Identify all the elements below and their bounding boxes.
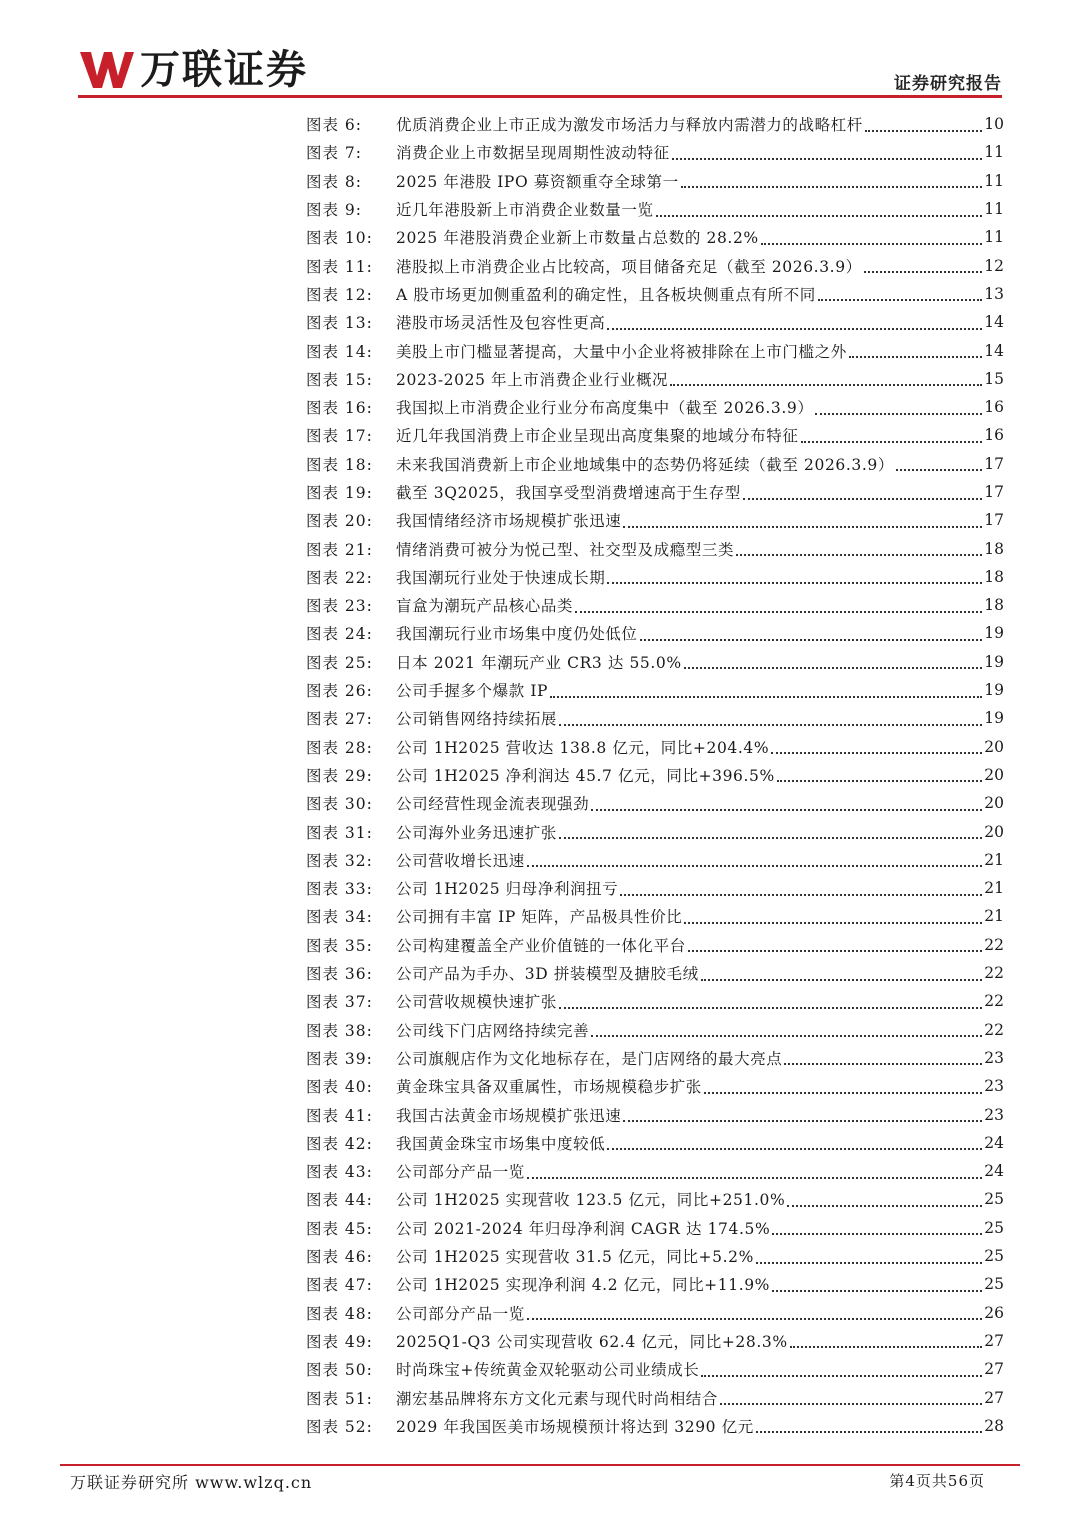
- toc-figure-title: 港股拟上市消费企业占比较高，项目储备充足（截至 2026.3.9）: [396, 257, 862, 276]
- toc-leader-dots: [684, 666, 983, 669]
- toc-figure-title: 公司拥有丰富 IP 矩阵，产品极具性价比: [396, 908, 683, 927]
- toc-figure-label: 图表 37:: [306, 993, 373, 1012]
- toc-figure-label: 图表 15:: [306, 370, 373, 389]
- toc-entry[interactable]: [306, 1100, 1004, 1128]
- toc-page-number: 20: [984, 822, 1004, 841]
- toc-leader-dots: [815, 412, 982, 415]
- toc-entry[interactable]: [306, 1242, 1004, 1270]
- header-divider: [78, 95, 1002, 98]
- toc-figure-label: 图表 32:: [306, 851, 373, 870]
- logo-text: 万联证券: [140, 47, 308, 93]
- toc-figure-label: 图表 33:: [306, 880, 373, 899]
- toc-figure-label: 图表 30:: [306, 795, 373, 814]
- toc-entry[interactable]: [306, 959, 1004, 987]
- toc-figure-label: 图表 48:: [306, 1304, 373, 1323]
- toc-entry[interactable]: [306, 931, 1004, 959]
- toc-figure-title: 我国黄金珠宝市场集中度较低: [396, 1134, 606, 1153]
- toc-figure-title: 公司 2021-2024 年归母净利润 CAGR 达 174.5%: [396, 1219, 771, 1238]
- toc-figure-label: 图表 45:: [306, 1219, 373, 1238]
- toc-page-number: 10: [984, 115, 1004, 134]
- toc-figure-title: 公司营收规模快速扩张: [396, 993, 558, 1012]
- toc-figure-label: 图表 44:: [306, 1191, 373, 1210]
- footer-source: 万联证券研究所 www.wlzq.cn: [70, 1473, 313, 1492]
- toc-figure-label: 图表 40:: [306, 1078, 373, 1097]
- toc-leader-dots: [672, 157, 983, 160]
- toc-entry[interactable]: [306, 591, 1004, 619]
- toc-figure-title: 未来我国消费新上市企业地域集中的态势仍将延续（截至 2026.3.9）: [396, 455, 894, 474]
- toc-figure-title: 公司线下门店网络持续完善: [396, 1021, 590, 1040]
- toc-page-number: 17: [984, 454, 1004, 473]
- toc-page-number: 18: [984, 596, 1004, 615]
- toc-page-number: 22: [984, 1020, 1004, 1039]
- toc-leader-dots: [656, 214, 983, 217]
- toc-figure-title: 我国潮玩行业市场集中度仍处低位: [396, 625, 638, 644]
- toc-entry[interactable]: [306, 365, 1004, 393]
- toc-entry[interactable]: [306, 1412, 1004, 1440]
- toc-page-number: 19: [984, 652, 1004, 671]
- toc-page-number: 11: [984, 171, 1004, 190]
- toc-entry[interactable]: [306, 846, 1004, 874]
- toc-leader-dots: [865, 129, 982, 132]
- toc-leader-dots: [607, 327, 982, 330]
- toc-page-number: 21: [984, 879, 1004, 898]
- toc-figure-title: 近几年港股新上市消费企业数量一览: [396, 201, 654, 220]
- toc-figure-label: 图表 10:: [306, 229, 373, 248]
- toc-leader-dots: [896, 468, 982, 471]
- toc-page-number: 25: [984, 1275, 1004, 1294]
- toc-figure-title: 美股上市门槛显著提高，大量中小企业将被排除在上市门槛之外: [396, 342, 847, 361]
- page-header: [78, 40, 1002, 96]
- toc-leader-dots: [575, 610, 982, 613]
- toc-leader-dots: [801, 440, 983, 443]
- toc-page-number: 18: [984, 567, 1004, 586]
- toc-figure-label: 图表 16:: [306, 399, 373, 418]
- toc-figure-title: 2023-2025 年上市消费企业行业概况: [396, 370, 669, 389]
- toc-figure-label: 图表 28:: [306, 738, 373, 757]
- toc-leader-dots: [623, 1119, 982, 1122]
- toc-figure-label: 图表 7:: [306, 144, 363, 163]
- toc-entry[interactable]: [306, 789, 1004, 817]
- report-type-label: 证券研究报告: [894, 74, 1002, 94]
- toc-figure-label: 图表 27:: [306, 710, 373, 729]
- toc-leader-dots: [559, 1006, 982, 1009]
- toc-figure-title: 公司 1H2025 营收达 138.8 亿元，同比+204.4%: [396, 738, 770, 757]
- toc-leader-dots: [591, 808, 982, 811]
- toc-page-number: 11: [984, 143, 1004, 162]
- toc-leader-dots: [620, 893, 982, 896]
- toc-entry[interactable]: [306, 1157, 1004, 1185]
- toc-figure-title: 公司销售网络持续拓展: [396, 710, 558, 729]
- toc-leader-dots: [527, 1317, 982, 1320]
- toc-entry[interactable]: [306, 704, 1004, 732]
- toc-figure-title: 公司构建覆盖全产业价值链的一体化平台: [396, 936, 686, 955]
- toc-entry[interactable]: [306, 393, 1004, 421]
- toc-figure-title: 消费企业上市数据呈现周期性波动特征: [396, 144, 670, 163]
- toc-figure-title: 公司旗舰店作为文化地标存在，是门店网络的最大亮点: [396, 1049, 783, 1068]
- toc-figure-title: 盲盒为潮玩产品核心品类: [396, 597, 574, 616]
- toc-page-number: 11: [984, 228, 1004, 247]
- toc-figure-title: 公司经营性现金流表现强劲: [396, 795, 590, 814]
- toc-figure-label: 图表 23:: [306, 597, 373, 616]
- toc-leader-dots: [559, 723, 982, 726]
- toc-page-number: 22: [984, 992, 1004, 1011]
- toc-figure-title: 潮宏基品牌将东方文化元素与现代时尚相结合: [396, 1389, 719, 1408]
- toc-entry[interactable]: [306, 733, 1004, 761]
- toc-figure-label: 图表 8:: [306, 172, 363, 191]
- toc-entry[interactable]: [306, 251, 1004, 279]
- toc-entry[interactable]: [306, 1298, 1004, 1326]
- toc-entry[interactable]: [306, 1044, 1004, 1072]
- toc-page-number: 16: [984, 426, 1004, 445]
- toc-figure-label: 图表 36:: [306, 965, 373, 984]
- toc-leader-dots: [736, 553, 982, 556]
- toc-leader-dots: [550, 695, 982, 698]
- toc-figure-label: 图表 13:: [306, 314, 373, 333]
- toc-figure-label: 图表 31:: [306, 823, 373, 842]
- toc-entry[interactable]: [306, 676, 1004, 704]
- toc-figure-label: 图表 14:: [306, 342, 373, 361]
- toc-leader-dots: [756, 1430, 982, 1433]
- toc-figure-title: 公司营收增长迅速: [396, 851, 525, 870]
- toc-figure-label: 图表 41:: [306, 1106, 373, 1125]
- toc-figure-title: 2025 年港股 IPO 募资额重夺全球第一: [396, 172, 679, 191]
- toc-leader-dots: [849, 355, 982, 358]
- toc-entry[interactable]: [306, 421, 1004, 449]
- toc-entry[interactable]: [306, 506, 1004, 534]
- toc-entry[interactable]: [306, 280, 1004, 308]
- toc-page-number: 20: [984, 794, 1004, 813]
- toc-leader-dots: [640, 638, 983, 641]
- toc-figure-label: 图表 18:: [306, 455, 373, 474]
- toc-entry[interactable]: [306, 761, 1004, 789]
- toc-figure-label: 图表 34:: [306, 908, 373, 927]
- toc-figure-label: 图表 20:: [306, 512, 373, 531]
- toc-entry[interactable]: [306, 648, 1004, 676]
- toc-page-number: 20: [984, 765, 1004, 784]
- toc-figure-title: 近几年我国消费上市企业呈现出高度集聚的地域分布特征: [396, 427, 799, 446]
- toc-page-number: 21: [984, 850, 1004, 869]
- toc-figure-label: 图表 12:: [306, 285, 373, 304]
- toc-figure-title: 公司 1H2025 实现营收 31.5 亿元，同比+5.2%: [396, 1248, 754, 1267]
- toc-leader-dots: [790, 1345, 983, 1348]
- toc-leader-dots: [701, 978, 983, 981]
- toc-figure-title: 公司 1H2025 净利润达 45.7 亿元，同比+396.5%: [396, 766, 775, 785]
- toc-figure-title: 时尚珠宝+传统黄金双轮驱动公司业绩成长: [396, 1361, 700, 1380]
- toc-figure-title: 公司产品为手办、3D 拼装模型及搪胶毛绒: [396, 965, 699, 984]
- toc-figure-title: 公司 1H2025 实现净利润 4.2 亿元，同比+11.9%: [396, 1276, 771, 1295]
- toc-leader-dots: [772, 1289, 982, 1292]
- toc-figure-label: 图表 47:: [306, 1276, 373, 1295]
- toc-leader-dots: [864, 270, 983, 273]
- toc-entry[interactable]: [306, 1185, 1004, 1213]
- toc-figure-label: 图表 51:: [306, 1389, 373, 1408]
- toc-page-number: 11: [984, 200, 1004, 219]
- toc-page-number: 22: [984, 935, 1004, 954]
- page-number: 第4页共56页: [889, 1472, 985, 1490]
- toc-figure-title: 公司手握多个爆款 IP: [396, 682, 549, 701]
- toc-entry[interactable]: [306, 817, 1004, 845]
- toc-entry[interactable]: [306, 1016, 1004, 1044]
- toc-entry[interactable]: [306, 167, 1004, 195]
- toc-entry[interactable]: [306, 450, 1004, 478]
- toc-page-number: 26: [984, 1303, 1004, 1322]
- toc-leader-dots: [784, 1062, 982, 1065]
- toc-figure-label: 图表 42:: [306, 1134, 373, 1153]
- toc-leader-dots: [559, 836, 982, 839]
- toc-entry[interactable]: [306, 336, 1004, 364]
- toc-figure-title: 2029 年我国医美市场规模预计将达到 3290 亿元: [396, 1417, 754, 1436]
- toc-entry[interactable]: [306, 902, 1004, 930]
- toc-leader-dots: [743, 497, 982, 500]
- toc-page-number: 17: [984, 511, 1004, 530]
- toc-figure-label: 图表 43:: [306, 1163, 373, 1182]
- toc-page-number: 28: [984, 1416, 1004, 1435]
- toc-page-number: 20: [984, 737, 1004, 756]
- toc-entry[interactable]: [306, 308, 1004, 336]
- toc-entry[interactable]: [306, 110, 1004, 138]
- toc-entry[interactable]: [306, 1270, 1004, 1298]
- toc-figure-label: 图表 25:: [306, 653, 373, 672]
- toc-entry[interactable]: [306, 138, 1004, 166]
- toc-figure-title: 港股市场灵活性及包容性更高: [396, 314, 606, 333]
- toc-leader-dots: [607, 1147, 982, 1150]
- toc-entry[interactable]: [306, 619, 1004, 647]
- toc-page-number: 25: [984, 1218, 1004, 1237]
- toc-figure-label: 图表 19:: [306, 484, 373, 502]
- toc-page-number: 13: [984, 284, 1004, 303]
- toc-figure-title: 我国情绪经济市场规模扩张迅速: [396, 512, 622, 531]
- table-of-figures: [306, 110, 1004, 1440]
- toc-entry[interactable]: [306, 987, 1004, 1015]
- toc-page-number: 14: [984, 341, 1004, 360]
- toc-page-number: 24: [984, 1133, 1004, 1152]
- toc-figure-label: 图表 52:: [306, 1417, 373, 1436]
- toc-page-number: 23: [984, 1048, 1004, 1067]
- toc-leader-dots: [720, 1402, 982, 1405]
- toc-figure-title: 日本 2021 年潮玩产业 CR3 达 55.0%: [396, 653, 682, 672]
- toc-entry[interactable]: [306, 1072, 1004, 1100]
- toc-figure-label: 图表 29:: [306, 766, 373, 785]
- toc-leader-dots: [681, 185, 983, 188]
- toc-leader-dots: [527, 1176, 982, 1179]
- toc-leader-dots: [787, 1204, 982, 1207]
- toc-entry[interactable]: [306, 1355, 1004, 1383]
- toc-leader-dots: [670, 383, 982, 386]
- toc-page-number: 19: [984, 709, 1004, 728]
- toc-leader-dots: [688, 949, 982, 952]
- company-logo: [78, 44, 308, 96]
- toc-page-number: 23: [984, 1077, 1004, 1096]
- toc-figure-title: 优质消费企业上市正成为激发市场活力与释放内需潜力的战略杠杆: [396, 116, 863, 135]
- toc-leader-dots: [684, 921, 982, 924]
- toc-leader-dots: [777, 779, 982, 782]
- toc-leader-dots: [772, 1232, 982, 1235]
- toc-figure-title: 公司部分产品一览: [396, 1304, 525, 1323]
- toc-entry[interactable]: [306, 195, 1004, 223]
- toc-figure-label: 图表 17:: [306, 427, 373, 446]
- toc-entry[interactable]: [306, 1129, 1004, 1157]
- toc-entry[interactable]: [306, 534, 1004, 562]
- toc-page-number: 27: [984, 1388, 1004, 1407]
- toc-entry[interactable]: [306, 874, 1004, 902]
- toc-leader-dots: [771, 751, 982, 754]
- toc-entry[interactable]: [306, 1383, 1004, 1411]
- toc-figure-title: 2025Q1-Q3 公司实现营收 62.4 亿元，同比+28.3%: [396, 1332, 788, 1351]
- toc-figure-title: 我国拟上市消费企业行业分布高度集中（截至 2026.3.9）: [396, 399, 814, 418]
- footer-divider: [60, 1464, 1020, 1466]
- toc-figure-title: A 股市场更加侧重盈利的确定性，且各板块侧重点有所不同: [396, 285, 816, 304]
- toc-entry[interactable]: [306, 478, 1004, 506]
- toc-figure-label: 图表 24:: [306, 625, 373, 644]
- toc-leader-dots: [607, 581, 982, 584]
- toc-leader-dots: [704, 1091, 982, 1094]
- toc-figure-title: 公司海外业务迅速扩张: [396, 823, 558, 842]
- toc-figure-title: 截至 3Q2025，我国享受型消费增速高于生存型: [396, 484, 741, 502]
- toc-figure-label: 图表 50:: [306, 1361, 373, 1380]
- toc-page-number: 27: [984, 1331, 1004, 1350]
- toc-figure-label: 图表 9:: [306, 201, 363, 220]
- toc-figure-label: 图表 46:: [306, 1248, 373, 1267]
- toc-page-number: 17: [984, 483, 1004, 501]
- toc-figure-title: 公司 1H2025 归母净利润扭亏: [396, 880, 619, 899]
- toc-page-number: 25: [984, 1190, 1004, 1209]
- toc-figure-label: 图表 49:: [306, 1332, 373, 1351]
- toc-figure-label: 图表 22:: [306, 568, 373, 587]
- toc-page-number: 14: [984, 313, 1004, 332]
- toc-figure-label: 图表 21:: [306, 540, 373, 559]
- toc-leader-dots: [701, 1374, 982, 1377]
- toc-figure-title: 我国潮玩行业处于快速成长期: [396, 568, 606, 587]
- toc-entry[interactable]: [306, 1327, 1004, 1355]
- toc-leader-dots: [818, 298, 982, 301]
- toc-figure-title: 我国古法黄金市场规模扩张迅速: [396, 1106, 622, 1125]
- toc-figure-label: 图表 38:: [306, 1021, 373, 1040]
- toc-leader-dots: [623, 525, 982, 528]
- toc-figure-title: 情绪消费可被分为悦己型、社交型及成瘾型三类: [396, 540, 735, 559]
- toc-leader-dots: [527, 864, 982, 867]
- toc-figure-title: 黄金珠宝具备双重属性，市场规模稳步扩张: [396, 1078, 702, 1097]
- toc-figure-label: 图表 26:: [306, 682, 373, 701]
- toc-page-number: 16: [984, 398, 1004, 417]
- toc-entry[interactable]: [306, 1214, 1004, 1242]
- toc-page-number: 18: [984, 539, 1004, 558]
- toc-leader-dots: [591, 1034, 982, 1037]
- toc-page-number: 22: [984, 964, 1004, 983]
- toc-entry[interactable]: [306, 223, 1004, 251]
- toc-figure-title: 公司部分产品一览: [396, 1163, 525, 1182]
- toc-page-number: 21: [984, 907, 1004, 926]
- toc-page-number: 15: [984, 369, 1004, 388]
- toc-page-number: 12: [984, 256, 1004, 275]
- toc-figure-label: 图表 6:: [306, 116, 363, 135]
- toc-figure-label: 图表 39:: [306, 1049, 373, 1068]
- toc-page-number: 23: [984, 1105, 1004, 1124]
- toc-entry[interactable]: [306, 563, 1004, 591]
- toc-page-number: 25: [984, 1247, 1004, 1266]
- toc-figure-label: 图表 35:: [306, 936, 373, 955]
- toc-figure-title: 公司 1H2025 实现营收 123.5 亿元，同比+251.0%: [396, 1191, 786, 1210]
- toc-page-number: 19: [984, 624, 1004, 643]
- logo-w-mark-icon: [78, 48, 136, 92]
- toc-page-number: 24: [984, 1162, 1004, 1181]
- toc-leader-dots: [756, 1261, 982, 1264]
- toc-leader-dots: [761, 242, 983, 245]
- toc-figure-label: 图表 11:: [306, 257, 373, 276]
- toc-figure-title: 2025 年港股消费企业新上市数量占总数的 28.2%: [396, 229, 759, 248]
- toc-page-number: 19: [984, 681, 1004, 700]
- toc-page-number: 27: [984, 1360, 1004, 1379]
